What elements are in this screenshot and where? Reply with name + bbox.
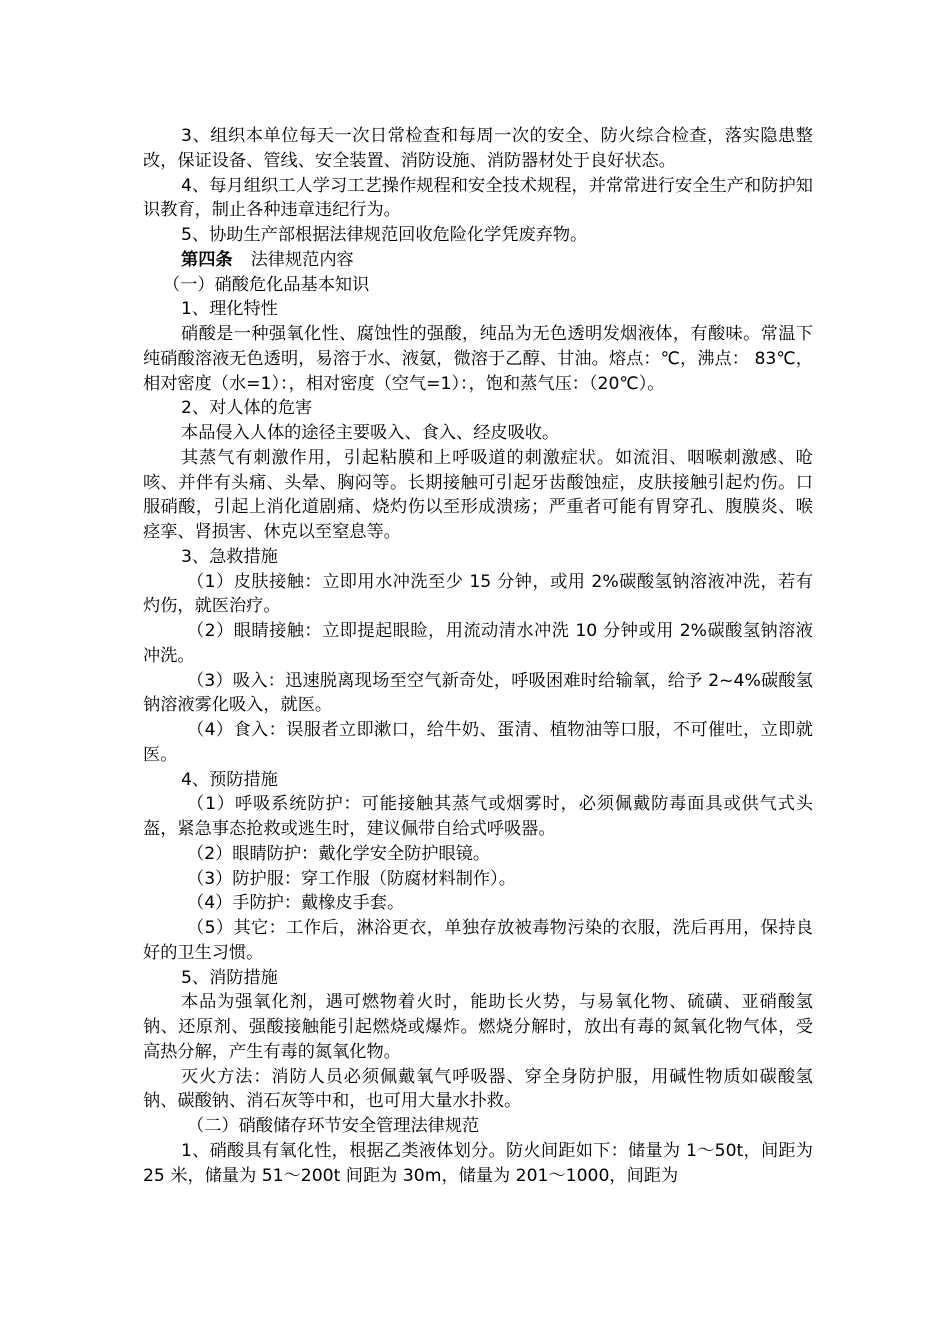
list-item: （3）防护服：穿工作服（防腐材料制作）。 — [187, 868, 516, 889]
list-item: （1）呼吸系统防护：可能接触其蒸气或烟雾时，必须佩戴防毒面具或供气式头盔，紧急事态抢救或逃生时，建议佩带自给式呼吸器。 — [143, 794, 813, 839]
list-item: （1）皮肤接触：立即用水冲洗至少 15 分钟，或用 2%碳酸氢钠溶液冲洗，若有灼伤，就医治疗。 — [143, 571, 813, 617]
subsection-heading: 5、消防措施 — [181, 967, 278, 988]
subsection-heading: 2、对人体的危害 — [181, 398, 313, 419]
section-heading: （二）硝酸储存环节安全管理法律规范 — [187, 1116, 480, 1136]
subsection-heading: 4、预防措施 — [181, 769, 278, 790]
article-heading — [143, 248, 813, 273]
paragraph: 硝酸是一种强氧化性、腐蚀性的强酸，纯品为无色透明发烟液体，有酸味。常温下纯硝酸溶液无色透明，易溶于水、液氨，微溶于乙醇、甘油。熔点：℃，沸点： 83℃，相对密度（水=1）：，相对密度（空气=1）：，饱和蒸气压：（20℃）。 — [143, 324, 813, 394]
document-body — [143, 124, 813, 1188]
paragraph: 1、硝酸具有氧化性，根据乙类液体划分。防火间距如下：储量为 1～50t，间距为 25 米，储量为 51～200t 间距为 30m，储量为 201～1000，间距为 — [143, 1140, 813, 1186]
paragraph: 3、组织本单位每天一次日常检查和每周一次的安全、防火综合检查，落实隐患整改，保证设备、管线、安全装置、消防设施、消防器材处于良好状态。 — [143, 126, 813, 171]
list-item: （3）吸入：迅速脱离现场至空气新奇处，呼吸困难时给输氧，给予 2~4%碳酸氢钠溶液雾化吸入，就医。 — [143, 670, 813, 716]
list-item: （4）食入：误服者立即漱口，给牛奶、蛋清、植物油等口服，不可催吐，立即就医。 — [143, 720, 813, 765]
paragraph: 本品侵入人体的途径主要吸入、食入、经皮吸收。 — [181, 423, 560, 443]
paragraph: 其蒸气有刺激作用，引起粘膜和上呼吸道的刺激症状。如流泪、咽喉刺激感、呛咳、并伴有头痛、头晕、胸闷等。长期接触可引起牙齿酸蚀症，皮肤接触引起灼伤。口服硝酸，引起上消化道剧痛、烧灼伤以至形成溃疡；严重者可能有胃穿孔、腹膜炎、喉痉挛、肾损害、休克以至窒息等。 — [143, 447, 813, 542]
list-item: （4）手防护：戴橡皮手套。 — [187, 893, 405, 914]
paragraph: 本品为强氧化剂，遇可燃物着火时，能助长火势，与易氧化物、硫磺、亚硝酸氢钠、还原剂、强酸接触能引起燃烧或爆炸。燃烧分解时，放出有毒的氮氧化物气体，受高热分解，产生有毒的氮氧化物。 — [143, 992, 813, 1062]
article-label: 第四条 — [181, 249, 233, 270]
paragraph: 5、协助生产部根据法律规范回收危险化学凭废弃物。 — [181, 225, 588, 245]
section-heading: （一）硝酸危化品基本知识 — [163, 274, 370, 295]
list-item: （2）眼睛接触：立即提起眼睑，用流动清水冲洗 10 分钟或用 2%碳酸氢钠溶液冲洗。 — [143, 621, 813, 666]
article-title: 法律规范内容 — [250, 249, 354, 270]
paragraph: 4、每月组织工人学习工艺操作规程和安全技术规程，并常常进行安全生产和防护知识教育，制止各种违章违纪行为。 — [143, 175, 813, 221]
subsection-heading: 1、理化特性 — [181, 299, 278, 320]
paragraph: 灭火方法：消防人员必须佩戴氧气呼吸器、穿全身防护服，用碱性物质如碳酸氢钠、碳酸钠、消石灰等中和，也可用大量水扑救。 — [143, 1066, 813, 1112]
subsection-heading: 3、急救措施 — [181, 546, 278, 567]
list-item: （2）眼睛防护：戴化学安全防护眼镜。 — [187, 843, 491, 864]
list-item: （5）其它：工作后，淋浴更衣，单独存放被毒物污染的衣服，洗后再用，保持良好的卫生习惯。 — [143, 918, 813, 963]
